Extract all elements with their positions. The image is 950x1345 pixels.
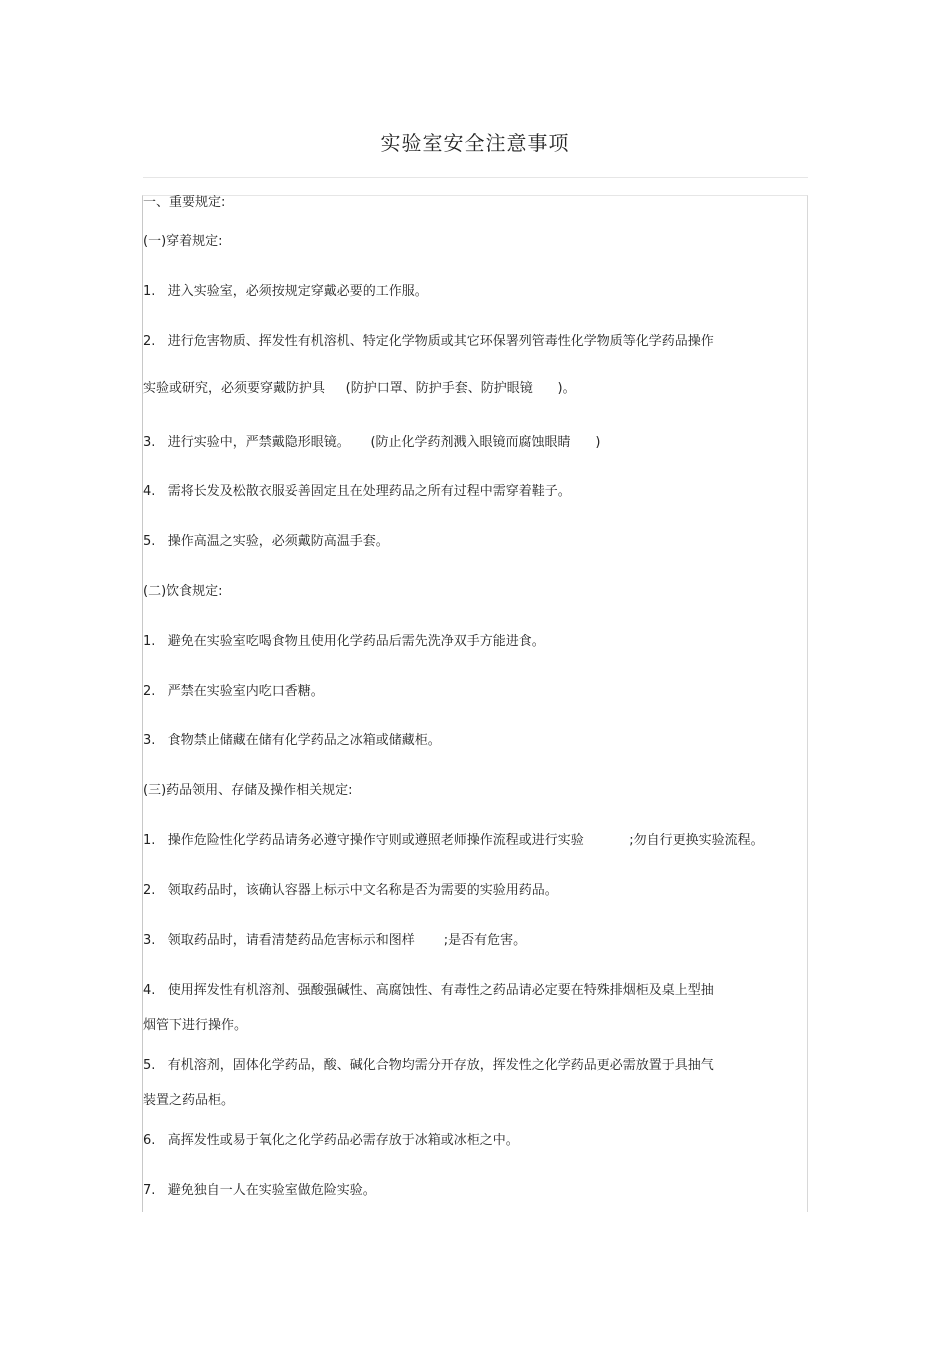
subsection-heading: (一)穿着规定: [143,234,223,249]
title-divider [143,177,808,178]
list-item: 1. 避免在实验室吃喝食物且使用化学药品后需先洗净双手方能进食。 [143,634,545,649]
list-item: 5. 有机溶剂，固体化学药品，酸、碱化合物均需分开存放，挥发性之化学药品更必需放置于具抽气 [143,1058,714,1073]
subsection-heading: (二)饮食规定: [143,584,223,599]
list-item: 1. 进入实验室，必须按规定穿戴必要的工作服。 [143,284,428,299]
list-item: 3. 食物禁止储藏在储有化学药品之冰箱或储藏柜。 [143,733,441,748]
list-item: 3. 领取药品时，请看清楚药品危害标示和图样 ;是否有危害。 [143,933,527,948]
list-item: 4. 需将长发及松散衣服妥善固定且在处理药品之所有过程中需穿着鞋子。 [143,484,571,499]
list-item: 3. 进行实验中，严禁戴隐形眼镜。 (防止化学药剂溅入眼镜而腐蚀眼睛 ) [143,435,601,450]
list-item-continuation: 装置之药品柜。 [143,1093,235,1108]
list-item: 4. 使用挥发性有机溶剂、强酸强碱性、高腐蚀性、有毒性之药品请必定要在特殊排烟柜及桌上型抽 [143,983,714,998]
list-item: 2. 领取药品时，该确认容器上标示中文名称是否为需要的实验用药品。 [143,883,558,898]
list-item: 6. 高挥发性或易于氧化之化学药品必需存放于冰箱或冰柜之中。 [143,1133,519,1148]
document-title: 实验室安全注意事项 [380,131,570,155]
section-heading: 一、重要规定: [143,195,226,210]
list-item: 2. 进行危害物质、挥发性有机溶机、特定化学物质或其它环保署列管毒性化学物质等化学药品操作 [143,334,714,349]
list-item: 2. 严禁在实验室内吃口香糖。 [143,684,324,699]
list-item-continuation: 烟管下进行操作。 [143,1018,248,1033]
list-item: 5. 操作高温之实验，必须戴防高温手套。 [143,534,389,549]
list-item: 1. 操作危险性化学药品请务必遵守操作守则或遵照老师操作流程或进行实验 ;勿自行更换实验流程。 [143,833,764,848]
subsection-heading: (三)药品领用、存储及操作相关规定: [143,783,353,798]
list-item: 7. 避免独自一人在实验室做危险实验。 [143,1183,376,1198]
list-item-continuation: 实验或研究，必须要穿戴防护具 (防护口罩、防护手套、防护眼镜 )。 [143,381,576,396]
